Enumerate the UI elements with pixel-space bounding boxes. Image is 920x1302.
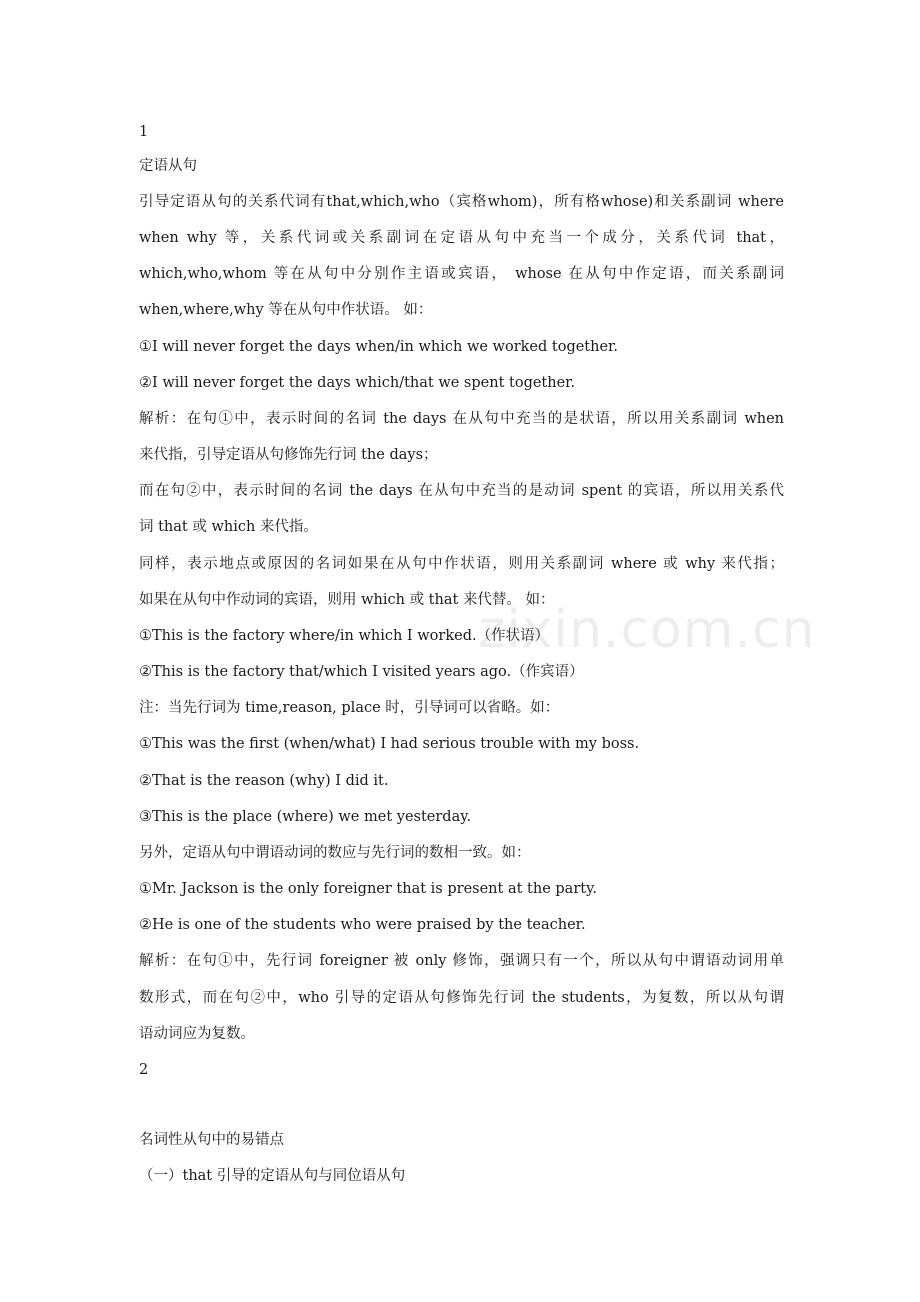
section-number: 1 [139,124,149,140]
analysis-line: 词 that 或 which 来代指。 [139,519,318,535]
paragraph-line: 如果在从句中作动词的宾语，则用 which 或 that 来代替。 如： [139,592,555,608]
example-sentence: ②This is the factory that/which I visited years ago.（作宾语） [139,664,584,680]
example-sentence: ①Mr. Jackson is the only foreigner that is present at the party. [139,881,597,897]
note-line: 注：当先行词为 time,reason, place 时，引导词可以省略。如： [139,700,560,716]
analysis-line: 解析：在句①中，先行词 foreigner 被 only 修饰，强调只有一个，所以从句中谓语动词用单 [139,953,784,969]
example-sentence: ②He is one of the students who were praised by the teacher. [139,917,586,933]
paragraph-line: when,where,why 等在从句中作状语。 如： [139,302,433,318]
section-heading: 名词性从句中的易错点 [139,1132,284,1148]
paragraph-line: 引导定语从句的关系代词有that,which,who（宾格whom)，所有格whose)和关系副词 where [139,194,784,210]
analysis-line: 解析：在句①中，表示时间的名词 the days 在从句中充当的是状语，所以用关系副词 when [139,411,784,427]
example-sentence: ①This is the factory where/in which I worked.（作状语） [139,628,550,644]
example-sentence: ③This is the place (where) we met yesterday. [139,809,472,825]
analysis-line: 数形式，而在句②中，who 引导的定语从句修饰先行词 the students，为复数，所以从句谓 [139,990,784,1006]
example-sentence: ②That is the reason (why) I did it. [139,773,389,789]
paragraph-line: 另外，定语从句中谓语动词的数应与先行词的数相一致。如： [139,845,531,861]
paragraph-line: when why 等，关系代词或关系副词在定语从句中充当一个成分，关系代词 that， [139,230,784,246]
section-number: 2 [139,1062,149,1078]
paragraph-line: which,who,whom 等在从句中分别作主语或宾语， whose 在从句中作定语，而关系副词 [139,266,784,282]
section-heading: 定语从句 [139,158,197,174]
watermark: zixin.com.cn [478,600,816,660]
analysis-line: 来代指，引导定语从句修饰先行词 the days； [139,447,438,463]
example-sentence: ①I will never forget the days when/in which we worked together. [139,339,618,355]
subsection-heading: （一）that 引导的定语从句与同位语从句 [139,1168,406,1184]
example-sentence: ①This was the first (when/what) I had serious trouble with my boss. [139,736,640,752]
analysis-line: 语动词应为复数。 [139,1026,255,1042]
example-sentence: ②I will never forget the days which/that we spent together. [139,375,576,391]
analysis-line: 而在句②中，表示时间的名词 the days 在从句中充当的是动词 spent 的宾语，所以用关系代 [139,483,784,499]
paragraph-line: 同样，表示地点或原因的名词如果在从句中作状语，则用关系副词 where 或 why 来代指； [139,556,784,572]
